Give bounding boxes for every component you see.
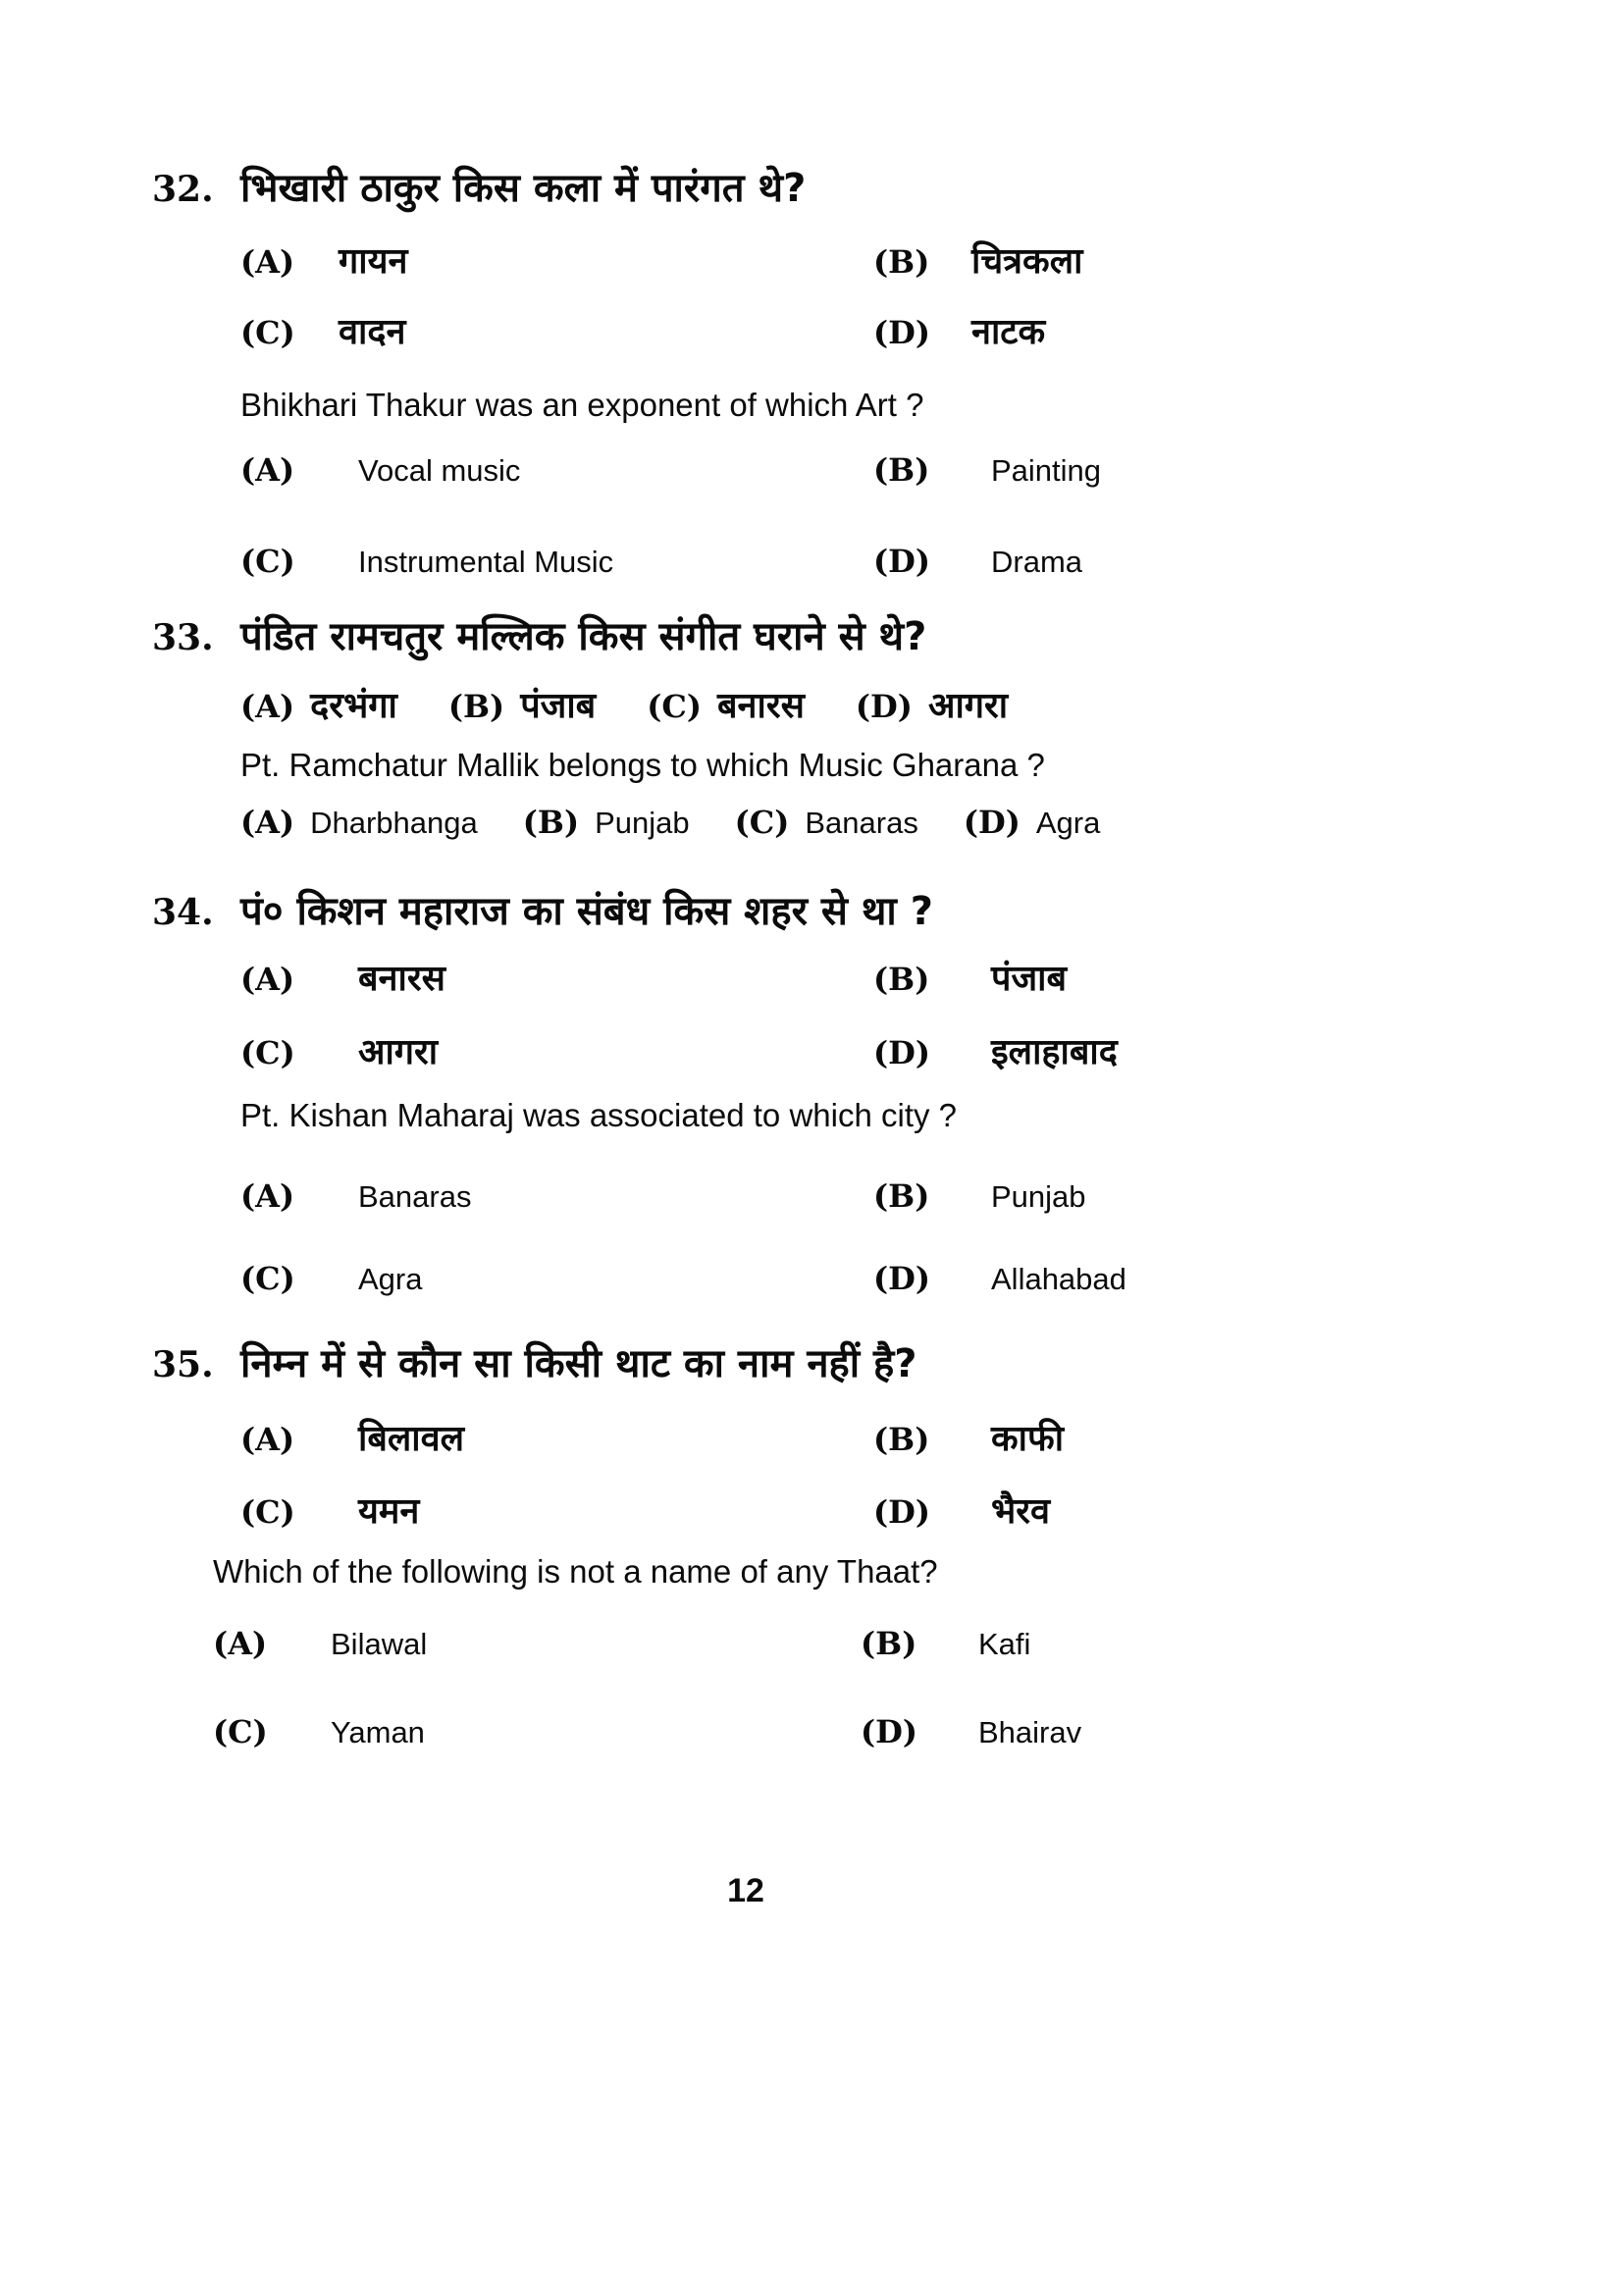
option-label: (C) bbox=[240, 543, 295, 580]
option-b bbox=[873, 956, 1403, 1003]
option-b bbox=[873, 1416, 1403, 1463]
option-d bbox=[964, 801, 1101, 845]
option-label: (D) bbox=[873, 1034, 931, 1071]
option-text: Kafi bbox=[978, 1627, 1031, 1661]
option-c bbox=[647, 683, 805, 730]
option-d bbox=[873, 1029, 1403, 1076]
option-label: (B) bbox=[522, 804, 580, 841]
option-label: (B) bbox=[873, 243, 930, 281]
option-label: (B) bbox=[873, 451, 930, 489]
option-d bbox=[873, 1257, 1403, 1301]
option-label: (C) bbox=[647, 688, 702, 725]
option-d bbox=[873, 1488, 1403, 1536]
option-text: Banaras bbox=[358, 1179, 472, 1214]
option-c bbox=[240, 1488, 873, 1536]
option-text: नाटक bbox=[971, 312, 1046, 352]
question-32-english-options bbox=[240, 448, 1403, 584]
option-label: (A) bbox=[240, 961, 295, 998]
question-text-english: Bhikhari Thakur was an exponent of which Art ? bbox=[240, 387, 924, 423]
option-text: Allahabad bbox=[991, 1262, 1126, 1296]
question-34-hindi-heading bbox=[152, 888, 1403, 936]
question-text-english: Which of the following is not a name of any Thaat? bbox=[213, 1553, 938, 1590]
option-label: (D) bbox=[873, 543, 931, 580]
question-35 bbox=[152, 1340, 1403, 1754]
question-32-hindi-heading bbox=[152, 165, 1403, 213]
option-b bbox=[861, 1622, 1403, 1666]
option-a bbox=[240, 238, 873, 286]
option-label: (A) bbox=[240, 451, 295, 489]
option-text: Bhairav bbox=[978, 1715, 1082, 1749]
option-text: Punjab bbox=[595, 806, 690, 840]
option-b bbox=[448, 683, 596, 730]
question-text-english: Pt. Ramchatur Mallik belongs to which Music Gharana ? bbox=[240, 747, 1045, 783]
option-a bbox=[240, 1416, 873, 1463]
option-text: आगरा bbox=[927, 686, 1009, 726]
option-text: काफी bbox=[991, 1419, 1065, 1459]
option-label: (A) bbox=[240, 243, 295, 281]
option-text: वादन bbox=[339, 312, 406, 352]
option-a bbox=[240, 1174, 873, 1219]
question-34 bbox=[152, 888, 1403, 1301]
option-text: बिलावल bbox=[358, 1419, 465, 1459]
option-text: Dharbhanga bbox=[310, 806, 478, 840]
option-text: Bilawal bbox=[331, 1627, 428, 1661]
option-text: Painting bbox=[991, 453, 1102, 488]
option-c bbox=[240, 1029, 873, 1076]
option-label: (D) bbox=[963, 804, 1020, 841]
option-text: दरभंगा bbox=[310, 686, 397, 726]
question-33-hindi-heading bbox=[152, 613, 1403, 661]
option-label: (C) bbox=[240, 1493, 295, 1531]
option-text: आगरा bbox=[358, 1032, 439, 1072]
question-text-hindi: भिखारी ठाकुर किस कला में पारंगत थे? bbox=[240, 166, 807, 211]
option-c bbox=[240, 309, 873, 356]
option-text: भैरव bbox=[991, 1491, 1051, 1532]
option-a bbox=[240, 683, 397, 730]
option-a bbox=[240, 801, 478, 845]
option-b bbox=[873, 448, 1403, 493]
option-text: बनारस bbox=[358, 959, 445, 999]
option-a bbox=[213, 1622, 861, 1666]
option-text: Vocal music bbox=[358, 453, 521, 488]
option-text: Agra bbox=[1035, 806, 1101, 840]
option-label: (D) bbox=[873, 1493, 931, 1531]
question-34-hindi-options bbox=[240, 956, 1403, 1076]
option-a bbox=[240, 448, 873, 493]
option-text: पंजाब bbox=[991, 959, 1068, 999]
option-label: (C) bbox=[240, 1034, 295, 1071]
option-label: (D) bbox=[873, 314, 931, 351]
option-label: (D) bbox=[861, 1713, 918, 1750]
question-text-hindi: पं० किशन महाराज का संबंध किस शहर से था ? bbox=[240, 889, 933, 934]
option-text: बनारस bbox=[716, 686, 805, 726]
option-label: (B) bbox=[447, 688, 505, 725]
option-text: Drama bbox=[991, 545, 1083, 579]
question-number: 33. bbox=[152, 617, 214, 658]
option-label: (B) bbox=[873, 1421, 930, 1458]
option-a bbox=[240, 956, 873, 1003]
option-text: Punjab bbox=[991, 1179, 1086, 1214]
option-text: चित्रकला bbox=[971, 241, 1083, 282]
option-d bbox=[873, 540, 1403, 584]
option-text: Instrumental Music bbox=[358, 545, 614, 579]
option-c bbox=[213, 1710, 861, 1754]
option-label: (B) bbox=[861, 1625, 917, 1662]
option-c bbox=[240, 1257, 873, 1301]
option-label: (D) bbox=[873, 1260, 931, 1297]
option-d bbox=[861, 1710, 1403, 1754]
option-label: (C) bbox=[734, 804, 790, 841]
option-label: (B) bbox=[873, 961, 930, 998]
question-text-hindi: निम्न में से कौन सा किसी थाट का नाम नहीं है? bbox=[240, 1341, 917, 1386]
question-32-hindi-options bbox=[240, 238, 1403, 356]
option-text: इलाहाबाद bbox=[991, 1032, 1118, 1072]
question-number: 35. bbox=[152, 1344, 214, 1385]
option-c bbox=[735, 801, 918, 845]
question-34-english-options bbox=[240, 1174, 1403, 1301]
page-number: 12 bbox=[727, 1872, 764, 1909]
option-d bbox=[873, 309, 1403, 356]
question-33-english-options bbox=[240, 801, 1403, 845]
option-text: Banaras bbox=[805, 806, 918, 840]
option-label: (C) bbox=[240, 314, 295, 351]
option-text: Yaman bbox=[331, 1715, 425, 1749]
question-text-hindi: पंडित रामचतुर मल्लिक किस संगीत घराने से थे? bbox=[240, 614, 927, 659]
question-35-english-options bbox=[213, 1622, 1403, 1754]
option-c bbox=[240, 540, 873, 584]
option-text: पंजाब bbox=[520, 686, 597, 726]
option-label: (C) bbox=[213, 1713, 268, 1750]
option-label: (A) bbox=[240, 1421, 295, 1458]
question-35-hindi-heading bbox=[152, 1340, 1403, 1388]
option-label: (A) bbox=[240, 688, 295, 725]
question-33 bbox=[152, 613, 1403, 845]
question-text-english: Pt. Kishan Maharaj was associated to which city ? bbox=[240, 1097, 958, 1133]
option-label: (B) bbox=[873, 1177, 930, 1215]
option-text: Agra bbox=[358, 1262, 423, 1296]
option-b bbox=[873, 1174, 1403, 1219]
option-label: (D) bbox=[855, 688, 913, 725]
option-d bbox=[856, 683, 1008, 730]
question-35-hindi-options bbox=[240, 1416, 1403, 1536]
question-33-hindi-options bbox=[240, 683, 1403, 730]
question-number: 34. bbox=[152, 892, 214, 933]
question-32 bbox=[152, 165, 1403, 584]
option-label: (C) bbox=[240, 1260, 295, 1297]
option-label: (A) bbox=[240, 804, 295, 841]
option-b bbox=[523, 801, 690, 845]
question-number: 32. bbox=[152, 169, 214, 210]
option-label: (A) bbox=[240, 1177, 295, 1215]
option-text: यमन bbox=[358, 1491, 420, 1532]
option-b bbox=[873, 238, 1403, 286]
option-label: (A) bbox=[213, 1625, 268, 1662]
option-text: गायन bbox=[339, 241, 408, 282]
